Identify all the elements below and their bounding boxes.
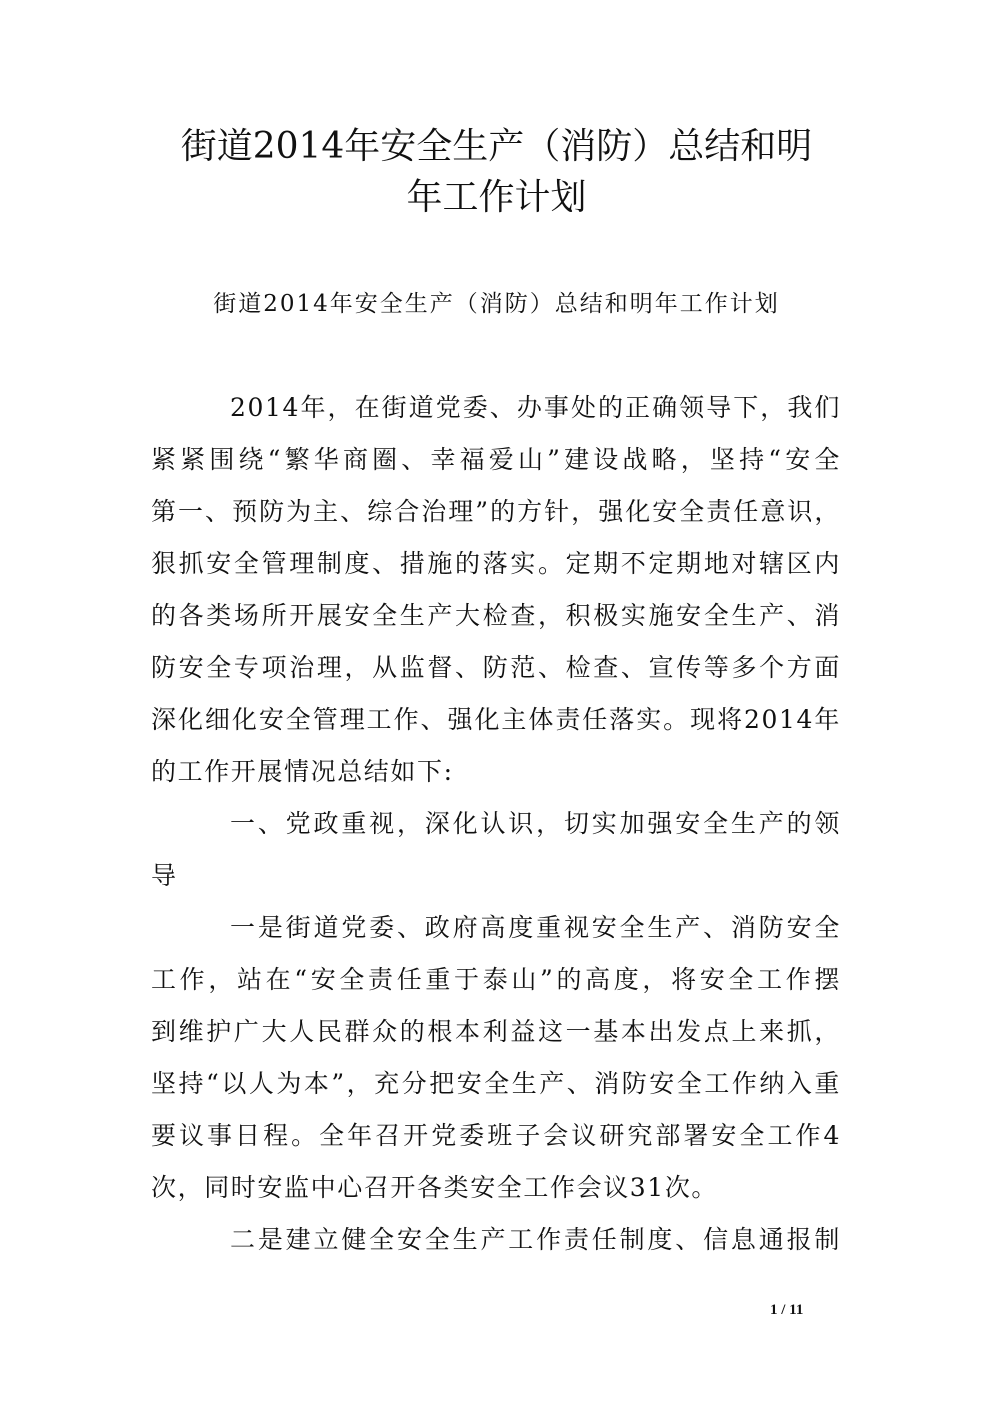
body-line: 的各类场所开展安全生产大检查，积极实施安全生产、消 <box>151 601 841 630</box>
document-title-line-1: 街道2014年安全生产（消防）总结和明 <box>180 126 813 167</box>
body-line: 要议事日程。全年召开党委班子会议研究部署安全工作4 <box>151 1121 841 1150</box>
document-subtitle: 街道2014年安全生产（消防）总结和明年工作计划 <box>213 291 780 317</box>
body-line: 一是街道党委、政府高度重视安全生产、消防安全 <box>230 913 841 942</box>
body-line: 二是建立健全安全生产工作责任制度、信息通报制 <box>230 1225 841 1254</box>
body-line: 深化细化安全管理工作、强化主体责任落实。现将2014年 <box>151 705 841 734</box>
section-heading-line: 导 <box>151 861 178 890</box>
body-line: 紧紧围绕“繁华商圈、幸福爱山”建设战略，坚持“安全 <box>151 445 841 474</box>
section-heading-line: 一、党政重视，深化认识，切实加强安全生产的领 <box>230 809 841 838</box>
body-line: 防安全专项治理，从监督、防范、检查、宣传等多个方面 <box>151 653 841 682</box>
body-line: 2014年，在街道党委、办事处的正确领导下，我们 <box>230 393 841 422</box>
body-line: 的工作开展情况总结如下: <box>151 757 454 786</box>
body-line: 工作，站在“安全责任重于泰山”的高度，将安全工作摆 <box>151 965 841 994</box>
document-title-line-2: 年工作计划 <box>406 177 587 218</box>
body-line: 第一、预防为主、综合治理”的方针，强化安全责任意识， <box>151 497 841 526</box>
body-line: 坚持“以人为本”，充分把安全生产、消防安全工作纳入重 <box>151 1069 841 1098</box>
body-line: 次，同时安监中心召开各类安全工作会议31次。 <box>151 1173 719 1202</box>
body-line: 狠抓安全管理制度、措施的落实。定期不定期地对辖区内 <box>151 549 841 578</box>
page-number-indicator: 1 / 11 <box>770 1302 804 1318</box>
body-line: 到维护广大人民群众的根本利益这一基本出发点上来抓， <box>151 1017 841 1046</box>
